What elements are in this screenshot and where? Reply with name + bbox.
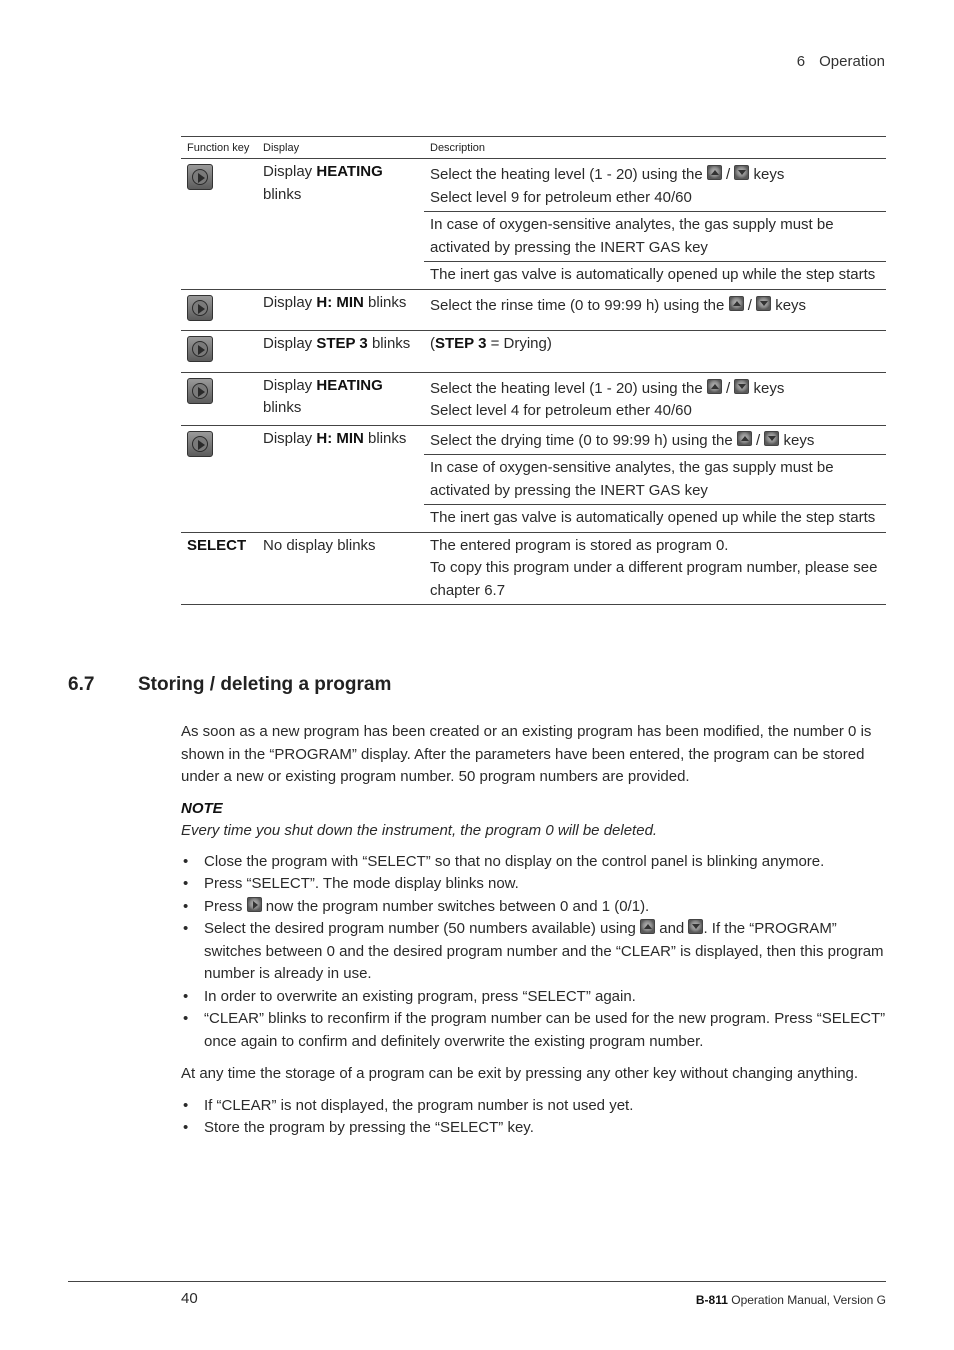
display-cell: No display blinks (257, 532, 424, 605)
display-cell: Display H: MIN blinks (257, 289, 424, 331)
list-item: • Press “SELECT”. The mode display blinks now. (181, 873, 886, 896)
list-item: • In order to overwrite an existing program, press “SELECT” again. (181, 986, 886, 1009)
table-row (181, 331, 886, 373)
chapter-title: Operation (819, 53, 885, 70)
col-display: Display (257, 137, 424, 159)
desc-cell: Select the heating level (1 - 20) using the / keys Select level 4 for petroleum ether 40/60 (424, 372, 886, 425)
desc-cell: Select the rinse time (0 to 99:99 h) using the / keys (424, 289, 886, 331)
desc-cell: The entered program is stored as program 0. To copy this program under a different program number, please see chapter 6.7 (424, 532, 886, 605)
desc-cell: The inert gas valve is automatically opened up while the step starts (424, 505, 886, 533)
down-key-icon (764, 431, 779, 446)
list-item: • Store the program by pressing the “SELECT” key. (181, 1117, 886, 1140)
list-item: • “CLEAR” blinks to reconfirm if the program number can be used for the new program. Press “SELECT” once again to confirm and definitely overwrite the existing program number. (181, 1008, 886, 1053)
section-body (181, 721, 886, 1140)
section-number: 6.7 (68, 674, 95, 695)
intro-paragraph: As soon as a new program has been created or an existing program has been modified, the number 0 is shown in the “PROGRAM” display. After the parameters have been entered, the program can be stored under a new or existing program number. 50 program numbers are provided. (181, 723, 872, 785)
select-key-label: SELECT (187, 536, 247, 554)
desc-cell: Select the heating level (1 - 20) using the / keys Select level 9 for petroleum ether 40/60 (424, 159, 886, 212)
key-cell (181, 425, 257, 532)
list-item: • If “CLEAR” is not displayed, the program number is not used yet. (181, 1095, 886, 1118)
note-title: NOTE (181, 799, 223, 817)
table-row (181, 289, 886, 331)
list-item: • Select the desired program number (50 numbers available) using and . If the “PROGRAM” switches between 0 and the desired program number and the “CLEAR” is displayed, then this program number is already in use. (181, 918, 886, 986)
section-title: Storing / deleting a program (138, 674, 392, 695)
section-heading (68, 674, 391, 696)
play-key-icon (187, 431, 213, 457)
desc-cell: In case of oxygen-sensitive analytes, the gas supply must be activated by pressing the INERT GAS key (424, 455, 886, 505)
store-list (181, 1095, 886, 1140)
desc-cell: The inert gas valve is automatically opened up while the step starts (424, 262, 886, 290)
key-cell (181, 159, 257, 290)
footer-title: B-811 Operation Manual, Version G (695, 1293, 886, 1307)
table-row (181, 532, 886, 605)
up-key-icon (729, 296, 744, 311)
chapter-number: 6 (796, 53, 806, 70)
up-key-icon (737, 431, 752, 446)
up-key-icon (707, 379, 722, 394)
down-key-icon (688, 919, 703, 934)
play-key-icon (187, 295, 213, 321)
col-function-key: Function key (181, 137, 257, 159)
function-key-table (181, 136, 886, 605)
key-cell (181, 289, 257, 331)
up-key-icon (707, 165, 722, 180)
running-header (797, 53, 885, 70)
table-row (181, 425, 886, 455)
play-key-icon (187, 378, 213, 404)
right-key-icon (247, 897, 262, 912)
play-key-icon (187, 164, 213, 190)
desc-cell: In case of oxygen-sensitive analytes, the gas supply must be activated by pressing the INERT GAS key (424, 212, 886, 262)
list-item: • Close the program with “SELECT” so that no display on the control panel is blinking anymore. (181, 851, 886, 874)
display-cell: Display HEATING blinks (257, 372, 424, 425)
steps-list (181, 851, 886, 1054)
key-cell (181, 331, 257, 373)
down-key-icon (756, 296, 771, 311)
desc-cell: Select the drying time (0 to 99:99 h) using the / keys (424, 425, 886, 455)
play-key-icon (187, 336, 213, 362)
up-key-icon (640, 919, 655, 934)
note-text: Every time you shut down the instrument, the program 0 will be deleted. (181, 822, 658, 839)
down-key-icon (734, 379, 749, 394)
key-cell (181, 532, 257, 605)
display-cell: Display STEP 3 blinks (257, 331, 424, 373)
down-key-icon (734, 165, 749, 180)
display-cell: Display H: MIN blinks (257, 425, 424, 532)
page-number: 40 (181, 1290, 198, 1307)
display-cell: Display HEATING blinks (257, 159, 424, 290)
table-row (181, 159, 886, 212)
footer-rule (68, 1281, 886, 1282)
list-item: • Press now the program number switches between 0 and 1 (0/1). (181, 896, 886, 919)
exit-paragraph: At any time the storage of a program can be exit by pressing any other key without changing anything. (181, 1065, 859, 1082)
table-row (181, 372, 886, 425)
key-cell (181, 372, 257, 425)
col-description: Description (424, 137, 886, 159)
desc-cell: (STEP 3 = Drying) (424, 331, 886, 373)
